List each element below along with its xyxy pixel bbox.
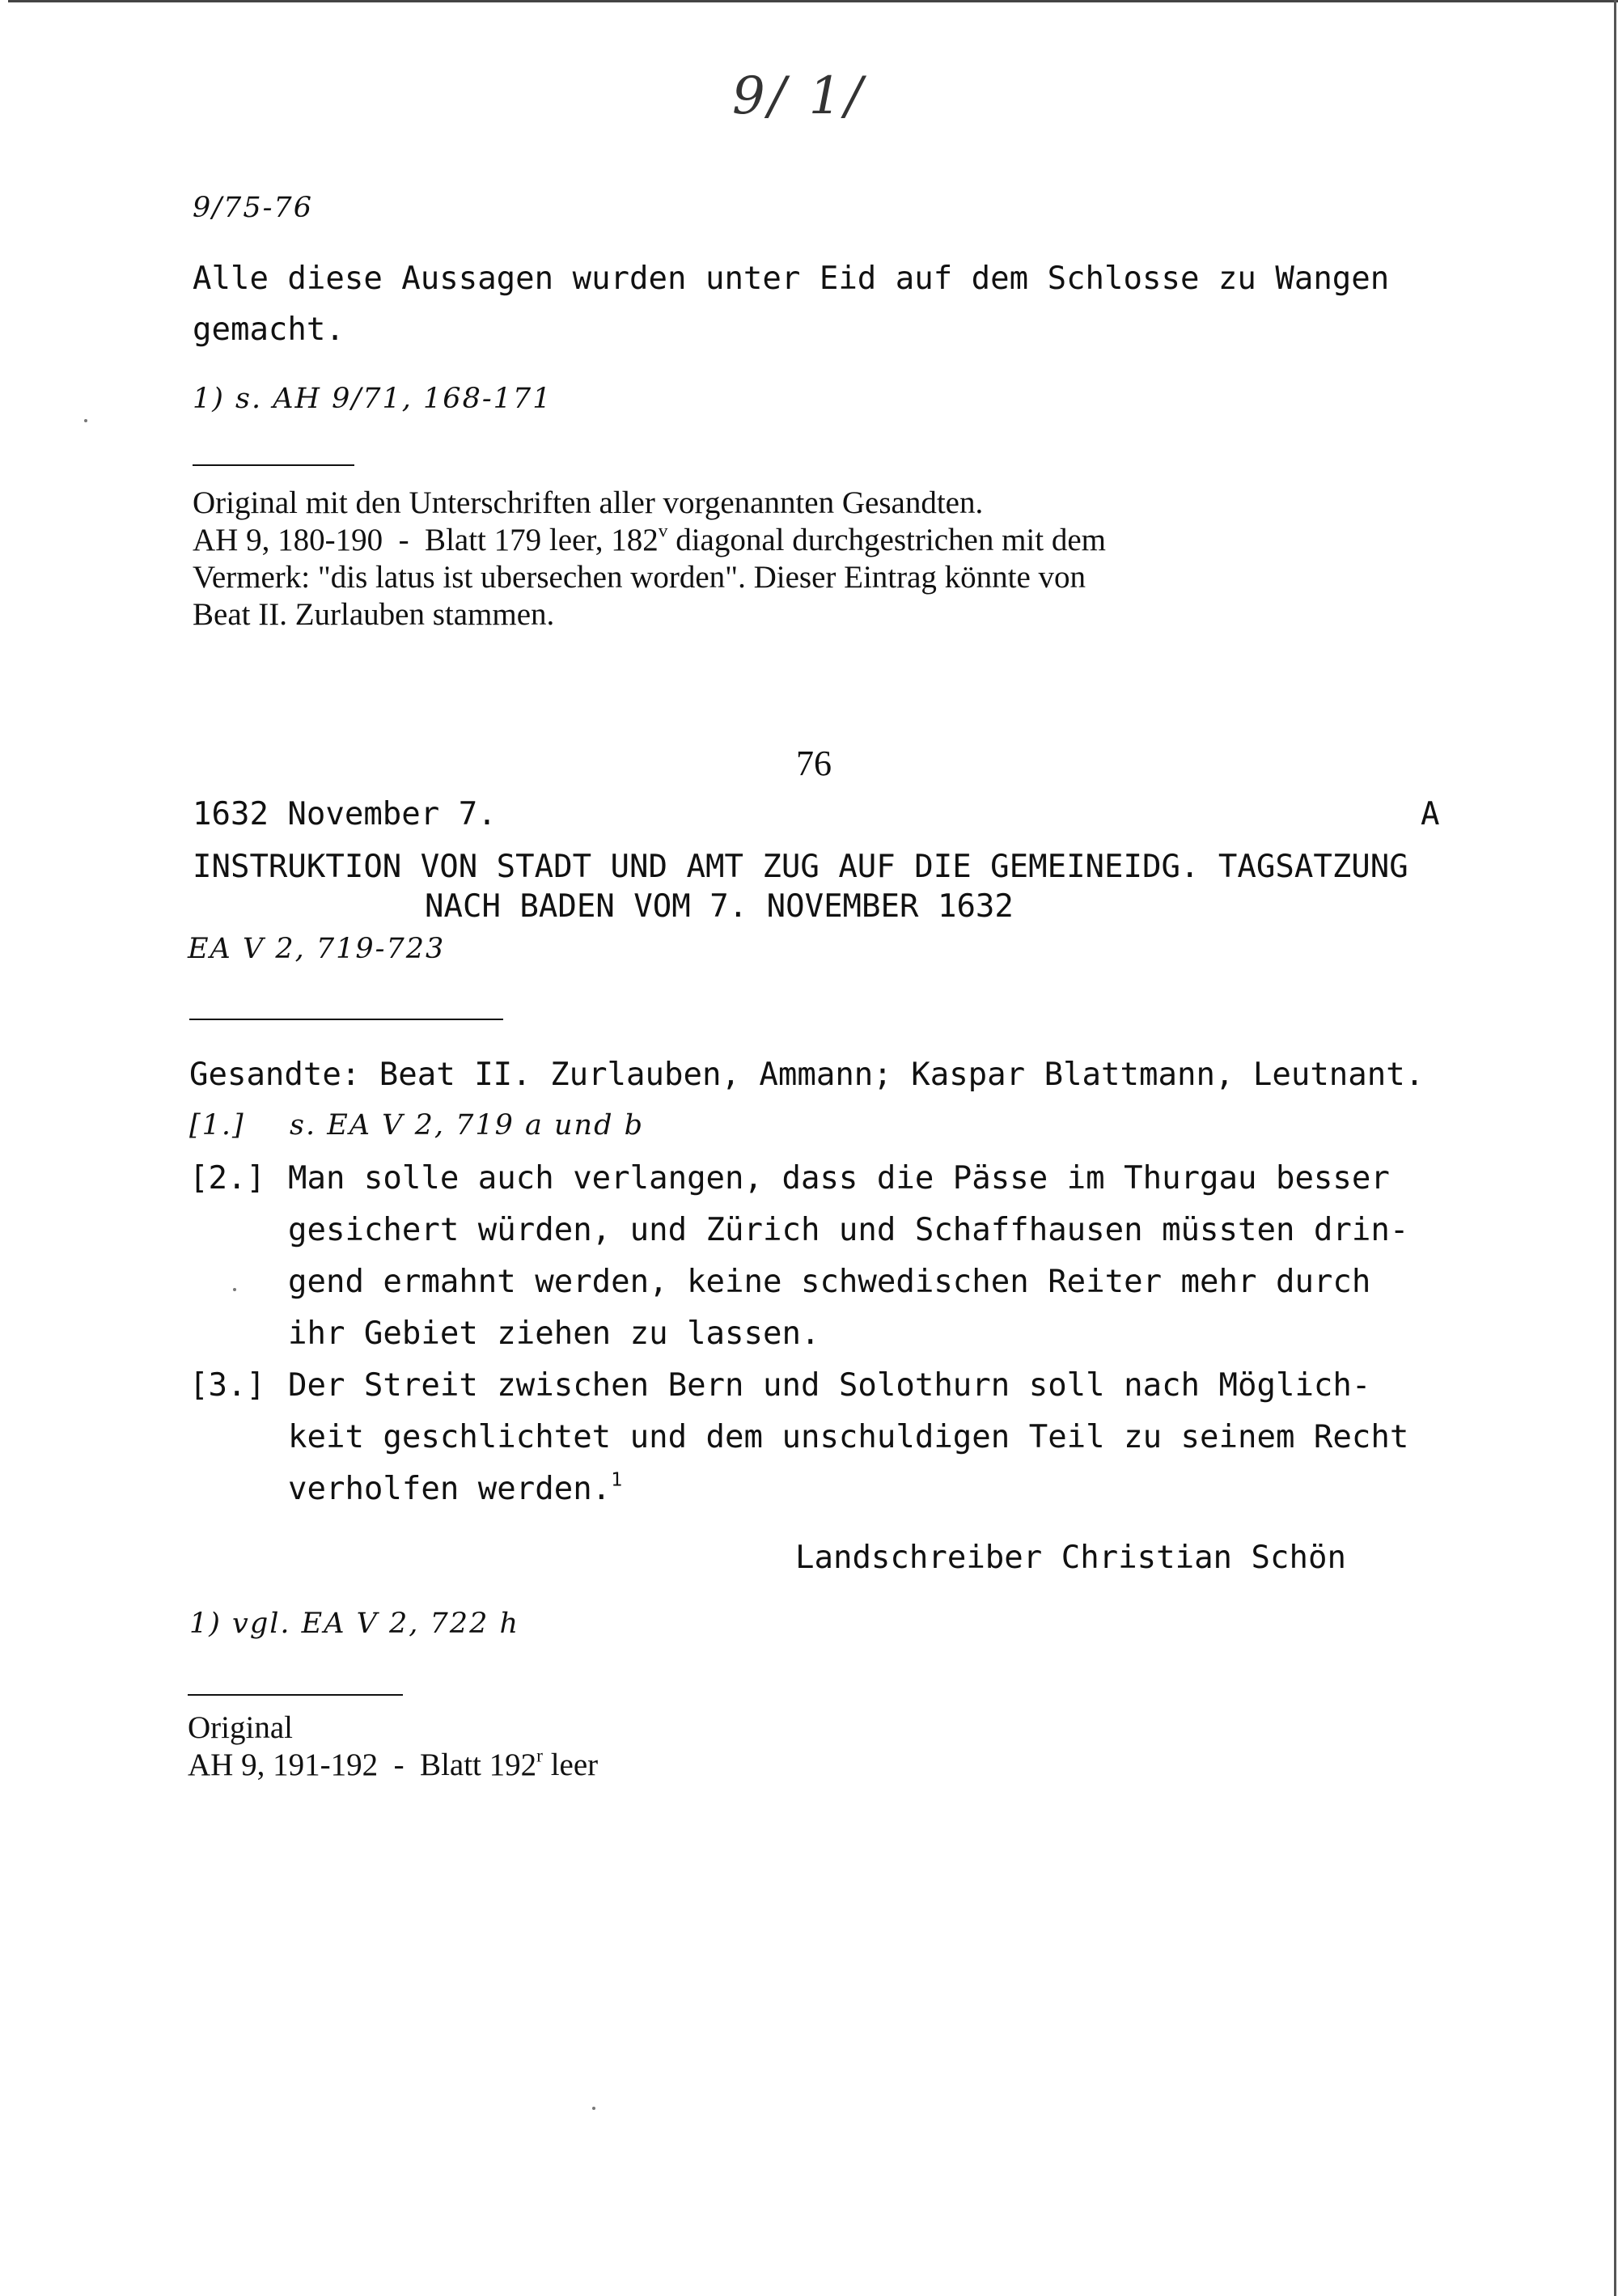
document-note-line-2-text: AH 9, 191-192 - Blatt 192 <box>188 1747 537 1782</box>
document-category: A <box>1421 796 1440 832</box>
scan-edge-top <box>8 0 1618 2</box>
document-note-line-2-after: leer <box>542 1747 599 1782</box>
footnote-rule <box>193 464 354 466</box>
document-note-line-1: Original <box>188 1710 293 1745</box>
document-title-line-2: NACH BADEN VOM 7. NOVEMBER 1632 <box>425 888 1014 925</box>
footnote-rule-2 <box>188 1694 403 1696</box>
item-2-line-1: Man solle auch verlangen, dass die Pässe im Thurgau besser <box>288 1160 1390 1197</box>
footnote-marker-sup: 1 <box>611 1468 623 1491</box>
item-2-line-3: gend ermahnt werden, keine schwedischen Reiter mehr durch <box>288 1264 1371 1300</box>
item-3-line-2: keit geschlichtet und dem unschuldigen Teil zu seinem Recht <box>288 1419 1409 1455</box>
item-2-line-2: gesichert würden, und Zürich und Schaffhausen müssten drin- <box>288 1212 1409 1248</box>
envoys-line: Gesandte: Beat II. Zurlauben, Ammann; Kaspar Blattmann, Leutnant. <box>189 1057 1425 1093</box>
document-number: 76 <box>796 743 832 783</box>
handwritten-archive-mark: 9/ 1/ <box>732 66 866 126</box>
document-source: EA V 2, 719-723 <box>188 933 446 965</box>
prev-note-line-2 <box>193 520 1106 557</box>
document-footnote: 1) vgl. EA V 2, 722 h <box>189 1608 520 1640</box>
signature: Landschreiber Christian Schön <box>795 1540 1346 1576</box>
document-note-line-2 <box>188 1745 599 1782</box>
scan-speck <box>592 2107 595 2110</box>
item-3-line-1: Der Streit zwischen Bern und Solothurn soll nach Möglich- <box>288 1367 1371 1404</box>
prev-note-line-1: Original mit den Unterschriften aller vorgenannten Gesandten. <box>193 485 984 520</box>
prev-note-line-4: Beat II. Zurlauben stammen. <box>193 597 555 632</box>
page-reference: 9/75-76 <box>193 192 313 224</box>
item-2-line-4: ihr Gebiet ziehen zu lassen. <box>288 1315 820 1352</box>
item-2-number: [2.] <box>189 1160 265 1197</box>
scan-speck <box>233 1288 236 1291</box>
item-1-number: [1.] <box>189 1109 245 1142</box>
document-date: 1632 November 7. <box>193 796 497 832</box>
prev-note-line-2-text: AH 9, 180-190 - Blatt 179 leer, 182 <box>193 523 659 557</box>
prev-text-line-2: gemacht. <box>193 311 345 348</box>
document-title-line-1: INSTRUKTION VON STADT UND AMT ZUG AUF DIE GEMEINEIDG. TAGSATZUNG <box>193 849 1408 885</box>
prev-note-line-3: Vermerk: "dis latus ist ubersechen worden". Dieser Eintrag könnte von <box>193 560 1086 595</box>
item-3-number: [3.] <box>189 1367 265 1404</box>
prev-note-line-2-cont: diagonal durchgestrichen mit dem <box>676 523 1106 557</box>
scan-edge-right <box>1614 0 1616 2296</box>
item-1-text: s. EA V 2, 719 a und b <box>290 1109 645 1142</box>
scan-speck <box>84 419 87 422</box>
folio-recto-sup: r <box>536 1745 543 1767</box>
item-3-line-3-text: verholfen werden. <box>288 1471 612 1507</box>
prev-footnote: 1) s. AH 9/71, 168-171 <box>193 383 553 415</box>
item-3-line-3 <box>288 1468 623 1507</box>
folio-verso-sup: v <box>658 520 668 542</box>
prev-text-line-1: Alle diese Aussagen wurden unter Eid auf dem Schlosse zu Wangen <box>193 261 1390 297</box>
section-rule <box>189 1019 503 1020</box>
